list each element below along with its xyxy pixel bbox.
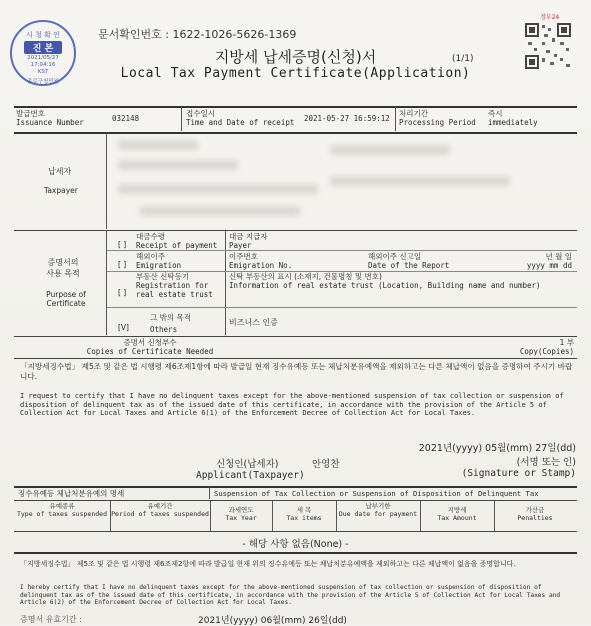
- col-penalties: 가산금 Penalties: [517, 506, 553, 522]
- emigration-number-field: 이주번호 Emigration No.: [229, 252, 293, 270]
- col-tax-items: 세 목 Tax items: [286, 506, 322, 522]
- redacted-field: [118, 184, 318, 194]
- check-others[interactable]: [V]: [118, 323, 129, 332]
- document-number: 문서확인번호 : 1622-1026-5626-1369: [98, 28, 297, 41]
- check-real-estate[interactable]: [ ]: [118, 288, 127, 297]
- col-due-date: 납부기한 Due date for payment: [338, 502, 418, 518]
- rule: [14, 230, 577, 231]
- redacted-field: [140, 206, 300, 216]
- report-date-field: 해외이주 신고일 Date of the Report: [368, 252, 450, 270]
- request-statement-en: I request to certify that I have no delinquent taxes except for the above-mentioned suspension of tax collection or suspension of disposition of delinquent tax as of the issued date of this certificate, in accordance with the provision of the Article 5 of Collection Act for Local Taxes and Article 6(1) of the Enforcement Decree of Collection Act for Local Taxes.: [20, 392, 564, 418]
- rule: [14, 500, 577, 501]
- receipt-label: 접수일시 Time and Date of receipt: [186, 109, 295, 127]
- divider: [225, 231, 226, 335]
- sign-label-en: (Signature or Stamp): [461, 468, 576, 479]
- rule: [14, 552, 577, 554]
- validity-label: 증명서 유효기간 :: [20, 615, 82, 624]
- check-receipt[interactable]: [ ]: [118, 240, 127, 249]
- divider: [181, 107, 182, 131]
- official-seal: 시 청 확 인 진 본 2021/05/27 17:04:16 KST 종로구청민원: [10, 20, 76, 86]
- qr-code-icon: [522, 12, 574, 72]
- certify-statement-ko: 「지방세징수법」 제5조 및 같은 법 시행령 제6조제2항에 따라 발급일 현재 위의 징수유예등 또는 체납처분유예액을 제외하고는 다른 체납액이 없음을 증명합니다.: [20, 560, 516, 568]
- application-date: 2021년(yyyy) 05월(mm) 27일(dd): [418, 443, 576, 454]
- processing-period-label: 처리기간 Processing Period: [399, 109, 476, 127]
- request-statement-ko: 「지방세징수법」 제5조 및 같은 법 시행령 제6조제1항에 따라 발급일 현재 징수유예등 또는 체납처분유예액을 제외하고는 다른 체납액이 없음을 증명하여 주시기 바랍니다.: [20, 362, 573, 381]
- copies-value: 1 부 Copy(Copies): [519, 338, 574, 356]
- rule: [14, 358, 577, 359]
- purpose-others: 그 밖의 목적 Others: [150, 313, 191, 334]
- qr-label: 정부24: [540, 14, 560, 21]
- title-korean: 지방세 납세증명(신청)서: [214, 48, 377, 66]
- col-tax-amount: 지방세 Tax Amount: [437, 506, 477, 522]
- check-emigration[interactable]: [ ]: [118, 260, 127, 269]
- receipt-datetime: 2021-05-27 16:59:12: [304, 114, 390, 123]
- purpose-label-ko: 증명서의 사용 목적: [46, 258, 80, 278]
- redacted-field: [330, 145, 450, 155]
- payer-field: 대금 지급자 Payer: [229, 232, 268, 250]
- processing-period-value: 즉시 immediately: [488, 109, 538, 127]
- col-type: 유예종류 Type of taxes suspended: [16, 502, 107, 518]
- rule: [14, 106, 577, 108]
- title-english: Local Tax Payment Certificate(Application): [120, 66, 471, 81]
- rule: [14, 486, 577, 488]
- divider: [209, 487, 210, 499]
- copies-label: 증명서 신청부수 Copies of Certificate Needed: [86, 338, 214, 356]
- other-purpose-value: 비즈니스 인증: [229, 318, 278, 327]
- redacted-field: [118, 140, 198, 150]
- issue-date: 2021년(yyyy) 06월(mm) 26일(dd): [198, 616, 347, 626]
- suspension-title-en: Suspension of Tax Collection or Suspension of Disposition of Delinquent Tax: [214, 489, 539, 498]
- issuance-number: 032148: [112, 114, 140, 123]
- rule: [14, 336, 577, 337]
- trust-info-field: 신탁 부동산의 표시 (소재지, 건물명칭 및 번호) Information of real estate trust (Location, Building name and number): [229, 272, 541, 290]
- rule: [14, 132, 577, 134]
- purpose-label-en: Purpose of Certificate: [46, 290, 86, 308]
- purpose-emigration: 해외이주 Emigration: [136, 252, 182, 270]
- issuance-label: 발급번호 Issuance Number: [16, 109, 84, 127]
- col-tax-year: 과세연도 Tax Year: [225, 506, 257, 522]
- taxpayer-label-ko: 납세자: [48, 167, 72, 176]
- sign-label-ko: (서명 또는 인): [516, 457, 576, 468]
- report-date-value: 년 월 일 yyyy mm dd: [526, 252, 572, 270]
- divider: [106, 231, 107, 335]
- taxpayer-label-en: Taxpayer: [44, 186, 78, 195]
- divider: [395, 107, 396, 131]
- applicant-label-en: Applicant(Taxpayer): [196, 470, 305, 481]
- redacted-field: [330, 176, 510, 186]
- purpose-receipt: 대금수령 Receipt of payment: [136, 232, 218, 250]
- certify-statement-en: I hereby certify that I have no delinquent taxes except for the above-mentioned suspension of tax collection or suspension of disposition of delinquent tax as of the issued date of this certificate, in accordance with the provision of the Article 5 of Collection Act for Local Taxes and Article 6(2) of the Enforcement Decree of Collection Act for Local Taxes.: [20, 584, 561, 607]
- rule: [14, 531, 577, 532]
- applicant-label: 신청인(납세자): [216, 459, 279, 470]
- applicant-name: 안영찬: [312, 459, 340, 470]
- divider: [106, 133, 107, 229]
- redacted-field: [118, 160, 238, 170]
- no-records-text: - 해당 사항 없음(None) -: [242, 539, 349, 550]
- col-period: 유예기간 Period of taxes suspended: [111, 502, 209, 518]
- suspension-title-ko: 징수유예등 체납처분유예의 명세: [18, 489, 125, 498]
- purpose-real-estate: 부동산 신탁등기 Registration for real estate trust: [136, 272, 213, 299]
- rule: [107, 250, 577, 251]
- page-indicator: (1/1): [452, 54, 474, 64]
- rule: [107, 307, 577, 308]
